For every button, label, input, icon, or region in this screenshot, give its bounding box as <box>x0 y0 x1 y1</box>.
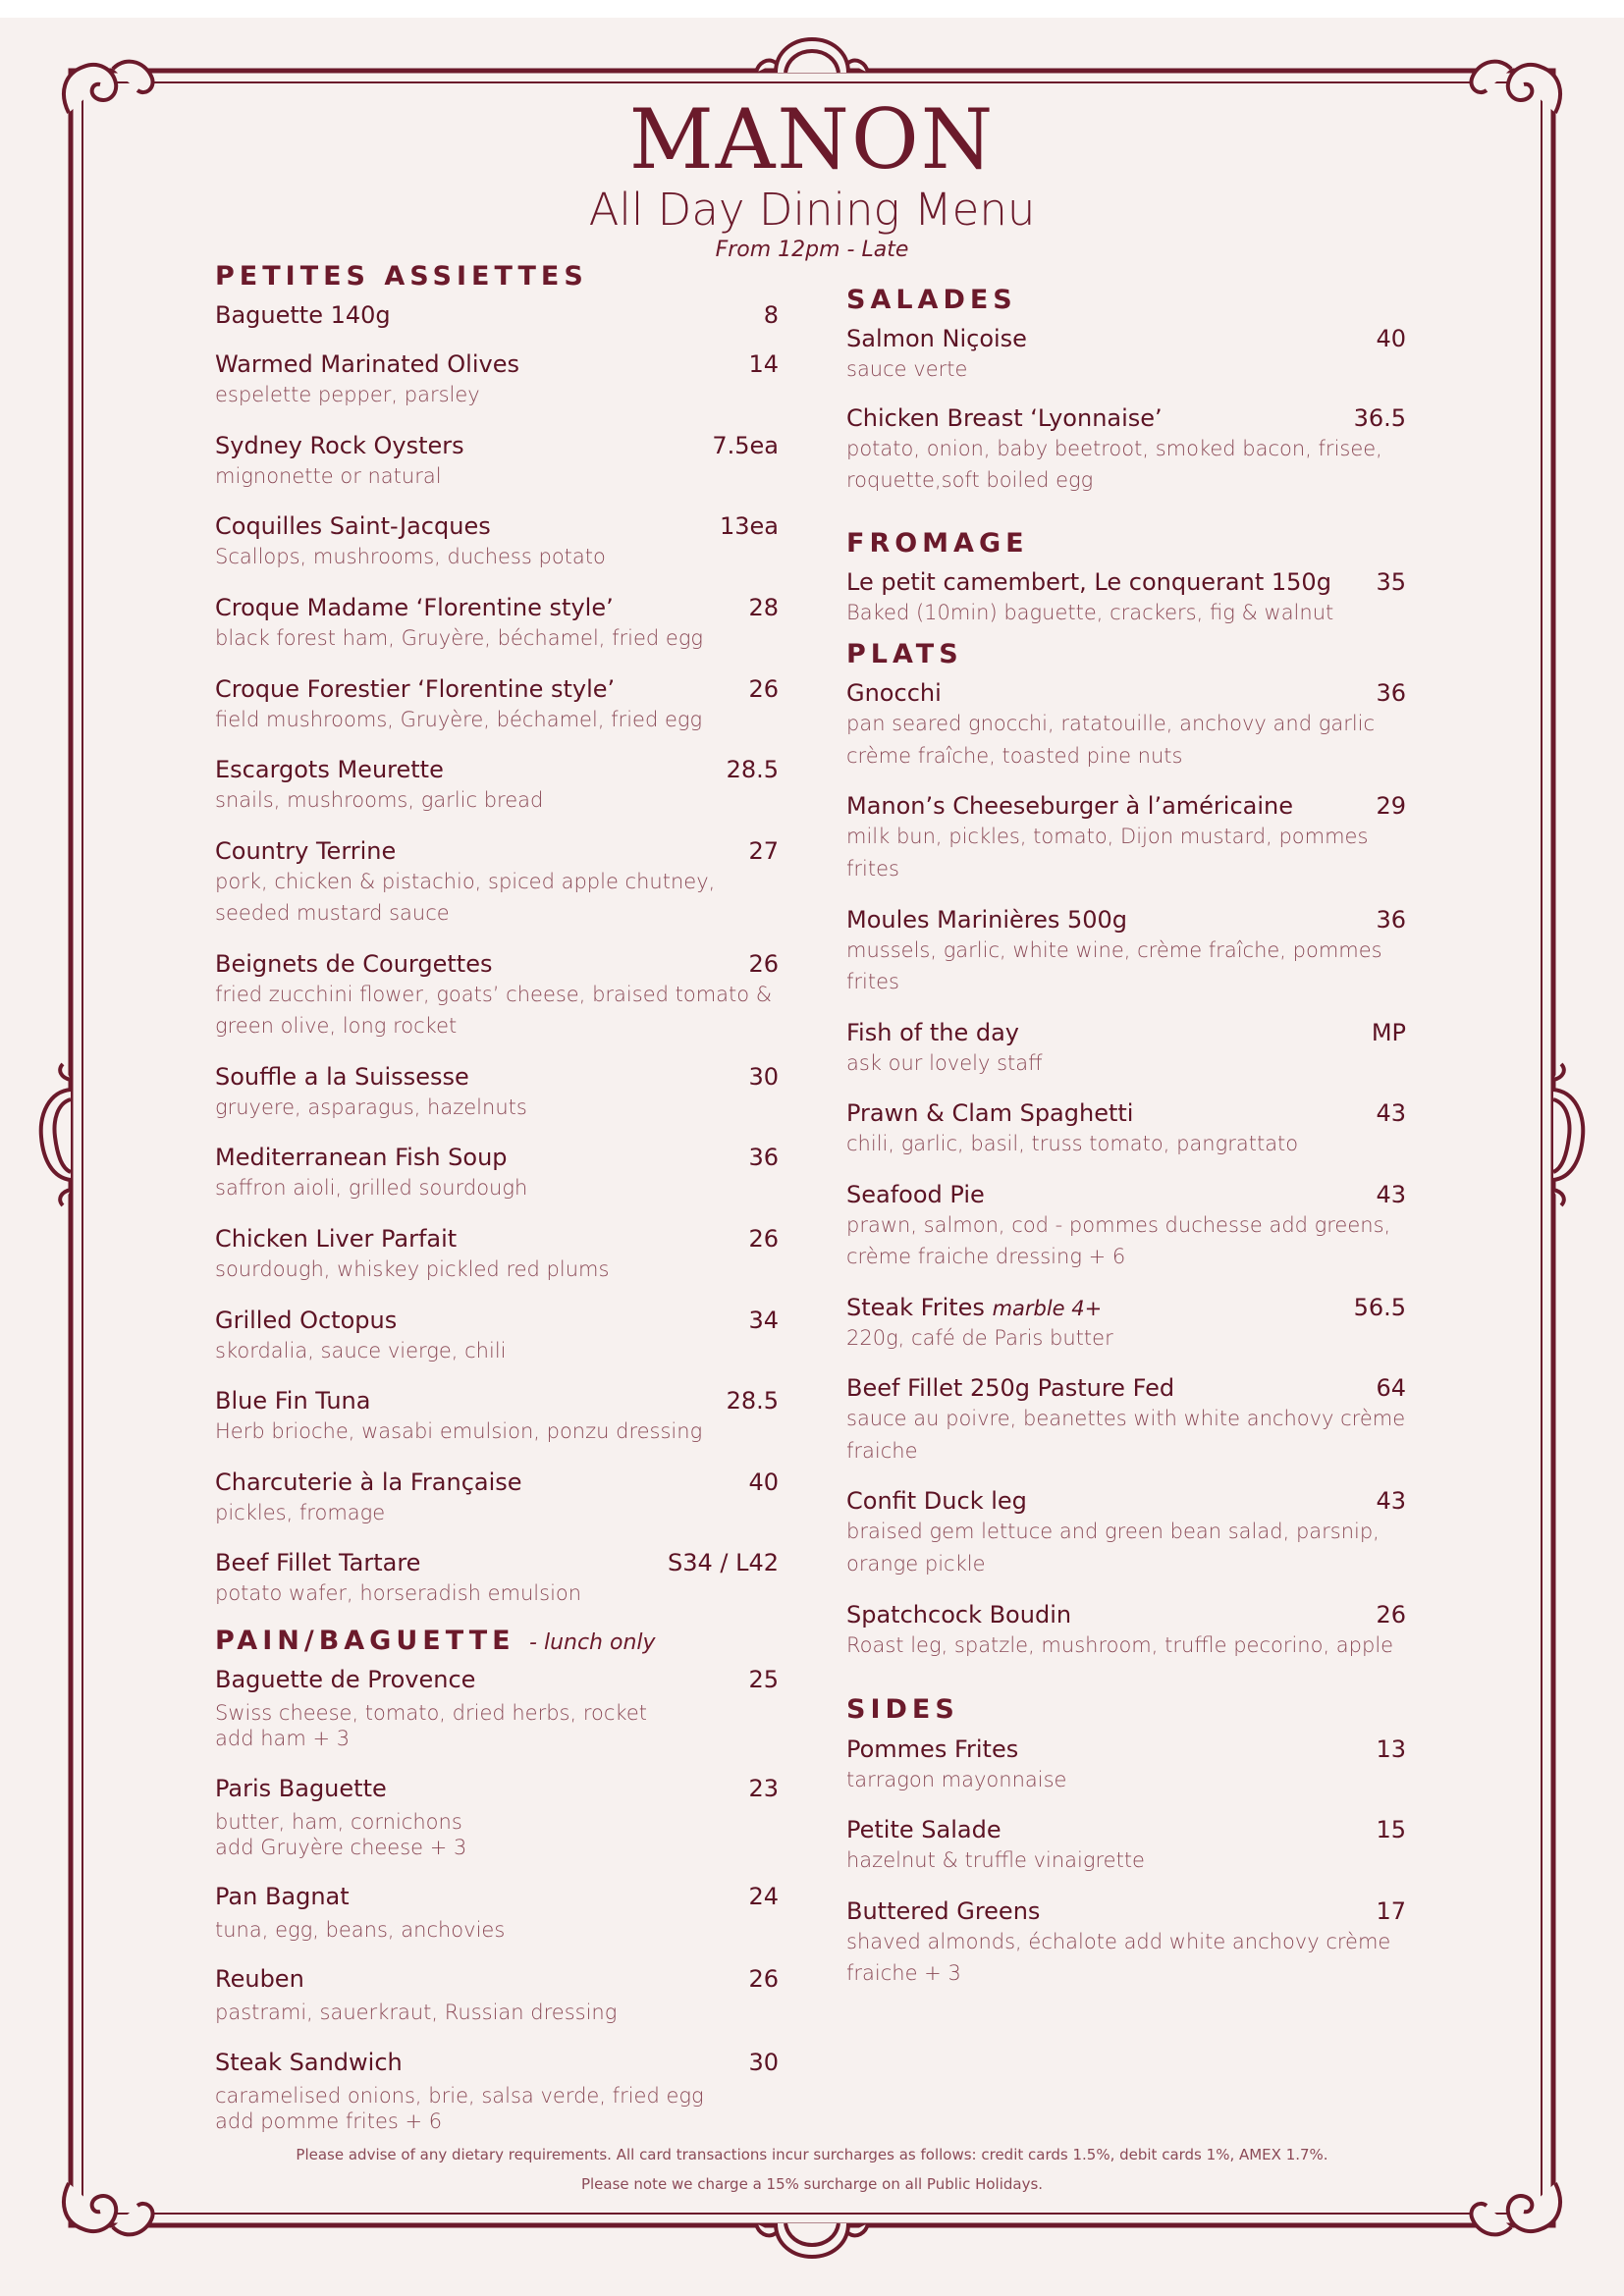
menu-item-description: sauce au poivre, beanettes with white anchovy crème fraiche <box>846 1407 1406 1463</box>
service-hours: From 12pm - Late <box>715 237 909 262</box>
menu-item <box>215 1882 779 1943</box>
menu-item-name <box>846 1896 1040 1926</box>
lunch-only-note: - lunch only <box>529 1629 656 1655</box>
menu-item-name-text: Charcuterie à la Française <box>215 1468 522 1496</box>
menu-item-description: chili, garlic, basil, truss tomato, pangrattato <box>846 1132 1299 1156</box>
menu-item-row <box>215 1774 779 1803</box>
menu-item-row <box>846 1098 1406 1128</box>
menu-item-price: 26 <box>748 949 779 978</box>
menu-item-name <box>215 511 491 541</box>
menu-item-name <box>846 791 1293 821</box>
menu-item-row <box>846 678 1406 708</box>
menu-item-name <box>846 1098 1133 1128</box>
menu-item-name <box>846 567 1331 597</box>
menu-item-row <box>215 511 779 541</box>
menu-item <box>215 1143 779 1204</box>
menu-item <box>215 1224 779 1286</box>
menu-item-name <box>215 1665 475 1694</box>
menu-item-description: 220g, café de Paris butter <box>846 1325 1113 1350</box>
menu-item-name-text: Petite Salade <box>846 1816 1001 1844</box>
menu-item-name <box>215 349 519 379</box>
menu-item-description: braised gem lettuce and green bean salad, parsnip, orange pickle <box>846 1520 1380 1576</box>
menu-item-price: 23 <box>748 1774 779 1802</box>
menu-item-description: Scallops, mushrooms, duchess potato <box>215 545 606 569</box>
menu-item-name <box>846 324 1027 353</box>
menu-item-name-text: Baguette 140g <box>215 301 391 330</box>
menu-item-row <box>846 905 1406 934</box>
menu-item-name <box>215 1386 370 1415</box>
menu-item-description: black forest ham, Gruyère, béchamel, fried egg <box>215 626 704 651</box>
menu-item-name-text: Escargots Meurette <box>215 756 444 784</box>
menu-item-name-text: Croque Forestier ‘Florentine style’ <box>215 674 616 703</box>
menu-item-name <box>215 1468 522 1497</box>
menu-item-name <box>846 1815 1001 1844</box>
menu-item <box>846 791 1406 884</box>
menu-item-name <box>215 836 396 866</box>
menu-item <box>215 836 779 930</box>
menu-item-row <box>846 1486 1406 1516</box>
menu-item-row <box>846 1896 1406 1926</box>
menu-item-name-text: Chicken Breast ‘Lyonnaise’ <box>846 403 1163 432</box>
menu-item-price: 29 <box>1376 792 1406 821</box>
top-crest-ornament <box>756 39 868 73</box>
menu-item-price: 26 <box>748 674 779 703</box>
menu-item-row <box>215 1882 779 1911</box>
left-crest-ornament <box>41 1064 71 1205</box>
section-title-petites-assiettes: PETITES ASSIETTES <box>215 261 588 292</box>
menu-item-description: shaved almonds, échalote add white anchovy crème fraiche + 3 <box>846 1929 1391 1986</box>
menu-item-row <box>846 1600 1406 1629</box>
pain-baguette-list <box>215 1665 779 2134</box>
menu-item-name <box>215 1548 420 1577</box>
menu-item-row <box>215 1665 779 1694</box>
menu-item-price: 40 <box>1376 325 1406 353</box>
menu-item <box>846 324 1406 386</box>
menu-item-description: ask our lovely staff <box>846 1050 1043 1075</box>
menu-item-price: 36.5 <box>1353 403 1406 432</box>
menu-item-name <box>846 1373 1174 1403</box>
menu-item-price: 35 <box>1376 568 1406 597</box>
menu-item-description: Roast leg, spatzle, mushroom, truffle pecorino, apple <box>846 1632 1394 1657</box>
menu-item-row <box>846 1373 1406 1403</box>
menu-item-price: 40 <box>748 1468 779 1496</box>
menu-item <box>215 1774 779 1861</box>
menu-item-row <box>846 1815 1406 1844</box>
menu-item-price: 26 <box>748 1224 779 1253</box>
menu-item-description: tarragon mayonnaise <box>846 1767 1067 1791</box>
menu-item-description: sauce verte <box>846 357 968 382</box>
menu-item-name <box>846 1735 1018 1764</box>
menu-item-description: tuna, egg, beans, anchovies <box>215 1918 506 1943</box>
menu-item-addon: add Gruyère cheese + 3 <box>215 1835 467 1859</box>
menu-item-name <box>215 1062 469 1092</box>
menu-item-name-text: Blue Fin Tuna <box>215 1387 371 1415</box>
menu-item-description: milk bun, pickles, tomato, Dijon mustard, pommes frites <box>846 825 1369 881</box>
menu-item-price: 36 <box>1376 679 1406 708</box>
fromage-list <box>846 567 1406 629</box>
menu-item-description: prawn, salmon, cod - pommes duchesse add greens, crème fraiche dressing + 6 <box>846 1212 1391 1269</box>
menu-item-row <box>215 2048 779 2077</box>
menu-item-name <box>215 1224 457 1254</box>
menu-item-row <box>846 1735 1406 1764</box>
menu-item-row <box>215 1964 779 1994</box>
menu-item-price: 36 <box>1376 905 1406 934</box>
menu-item <box>846 1293 1406 1355</box>
menu-item-price: 8 <box>763 301 779 330</box>
menu-item <box>846 1815 1406 1877</box>
menu-item <box>846 567 1406 629</box>
menu-item-name-text: Salmon Niçoise <box>846 325 1027 353</box>
menu-item-name <box>215 593 614 622</box>
menu-item-name-text: Le petit camembert, Le conquerant 150g <box>846 568 1331 597</box>
menu-item <box>215 511 779 573</box>
menu-item-name <box>215 755 444 784</box>
menu-item-row <box>846 403 1406 433</box>
petites-assiettes-list <box>215 300 779 1609</box>
menu-item-description: fried zucchini flower, goats’ cheese, braised tomato & green olive, long rocket <box>215 982 773 1039</box>
menu-item-name-text: Pan Bagnat <box>215 1883 350 1911</box>
menu-item-name-text: Gnocchi <box>846 679 942 708</box>
menu-item-price: 43 <box>1376 1099 1406 1128</box>
menu-item-row <box>215 1062 779 1092</box>
menu-item-name <box>215 1964 304 1994</box>
menu-item-price: MP <box>1371 1018 1406 1046</box>
menu-item-description: Baked (10min) baguette, crackers, fig & walnut <box>846 601 1334 625</box>
menu-item-description: skordalia, sauce vierge, chili <box>215 1338 507 1362</box>
pain-baguette-label: PAIN/BAGUETTE <box>215 1625 515 1656</box>
menu-item-name-text: Baguette de Provence <box>215 1666 476 1694</box>
menu-item-description: pork, chicken & pistachio, spiced apple chutney, seeded mustard sauce <box>215 869 716 926</box>
menu-item-description: potato wafer, horseradish emulsion <box>215 1581 582 1606</box>
menu-item <box>846 1373 1406 1467</box>
menu-item-name <box>846 1486 1027 1516</box>
menu-item-price: 34 <box>748 1306 779 1334</box>
menu-item-name-text: Warmed Marinated Olives <box>215 350 519 379</box>
menu-item-row <box>846 324 1406 353</box>
menu-item-name-text: Beef Fillet Tartare <box>215 1549 421 1577</box>
menu-item-description: sourdough, whiskey pickled red plums <box>215 1256 610 1281</box>
menu-item-name <box>215 1774 387 1803</box>
menu-item-row <box>215 1306 779 1335</box>
menu-item <box>215 593 779 655</box>
menu-header <box>0 91 1624 262</box>
menu-item <box>215 755 779 817</box>
menu-item-name-text: Confit Duck leg <box>846 1487 1027 1516</box>
menu-item-name-text: Sydney Rock Oysters <box>215 431 464 459</box>
menu-item-name <box>846 905 1127 934</box>
menu-item-price: 17 <box>1376 1896 1406 1925</box>
section-title-salades: SALADES <box>846 285 1017 315</box>
menu-item-name-text: Country Terrine <box>215 836 397 865</box>
menu-item-description: Swiss cheese, tomato, dried herbs, rocket <box>215 1701 647 1726</box>
menu-item-row <box>846 1180 1406 1209</box>
menu-item-name <box>215 674 615 704</box>
menu-item-name-text: Croque Madame ‘Florentine style’ <box>215 594 614 622</box>
menu-item-name-text: Beef Fillet 250g Pasture Fed <box>846 1374 1175 1403</box>
menu-item-description: field mushrooms, Gruyère, béchamel, fried egg <box>215 707 703 731</box>
menu-item-description: pastrami, sauerkraut, Russian dressing <box>215 2001 618 2025</box>
menu-item-row <box>215 1468 779 1497</box>
menu-item-name-text: Seafood Pie <box>846 1180 985 1208</box>
menu-item <box>215 1665 779 1752</box>
menu-item-price: 26 <box>748 1965 779 1994</box>
menu-item-price: 28.5 <box>726 756 779 784</box>
menu-item-price: 7.5ea <box>712 431 779 459</box>
section-title-fromage: FROMAGE <box>846 528 1029 560</box>
menu-item-description: potato, onion, baby beetroot, smoked bacon, frisee, roquette,soft boiled egg <box>846 436 1382 493</box>
menu-item-price: 27 <box>748 836 779 865</box>
menu-item-description: saffron aioli, grilled sourdough <box>215 1176 528 1201</box>
menu-item <box>215 1548 779 1610</box>
menu-item-name-text: Coquilles Saint-Jacques <box>215 512 491 541</box>
menu-item-name <box>215 300 391 330</box>
menu-item-name <box>846 403 1163 433</box>
menu-item-row <box>215 1386 779 1415</box>
menu-item <box>846 905 1406 998</box>
restaurant-name: MANON <box>628 91 996 187</box>
menu-item-price: 26 <box>1376 1600 1406 1629</box>
menu-item-name-text: Pommes Frites <box>846 1735 1019 1763</box>
menu-item-name-text: Souffle a la Suissesse <box>215 1062 469 1091</box>
menu-item-name <box>846 1018 1019 1047</box>
menu-item-addon: add pomme frites + 6 <box>215 2109 443 2133</box>
menu-item-row <box>215 674 779 704</box>
menu-footer <box>0 2140 1624 2199</box>
menu-item-description: pan seared gnocchi, ratatouille, anchovy and garlic crème fraîche, toasted pine nuts <box>846 712 1376 768</box>
section-title-plats: PLATS <box>846 638 963 669</box>
menu-item <box>846 1735 1406 1796</box>
menu-item-price: 30 <box>748 2048 779 2076</box>
menu-item-row <box>215 836 779 866</box>
menu-item-name <box>846 1600 1071 1629</box>
menu-item <box>215 1964 779 2025</box>
menu-item <box>846 1180 1406 1273</box>
menu-item-name-text: Manon’s Cheeseburger à l’américaine <box>846 792 1294 821</box>
menu-item-description: gruyere, asparagus, hazelnuts <box>215 1095 527 1119</box>
salades-list <box>846 324 1406 497</box>
menu-item-row <box>215 755 779 784</box>
menu-item-name-text: Steak Sandwich <box>215 2048 403 2076</box>
menu-item-row <box>215 349 779 379</box>
menu-item-name-text: Steak Frites <box>846 1293 985 1321</box>
menu-item-row <box>846 1018 1406 1047</box>
menu-item-description: Herb brioche, wasabi emulsion, ponzu dressing <box>215 1419 703 1444</box>
menu-item-description: espelette pepper, parsley <box>215 383 480 407</box>
menu-item-row <box>215 300 779 330</box>
menu-item-name-text: Beignets de Courgettes <box>215 949 493 978</box>
bottom-crest-ornament <box>756 2223 868 2257</box>
menu-item-price: 43 <box>1376 1487 1406 1516</box>
menu-item <box>846 403 1406 497</box>
menu-item-row <box>846 1293 1406 1322</box>
menu-item-name-text: Paris Baguette <box>215 1774 387 1802</box>
menu-item-name <box>846 678 942 708</box>
footer-surcharge-note: Please advise of any dietary requirements. All card transactions incur surcharges as follows: credit cards 1.5%, debit cards 1%, AMEX 1.7%. <box>296 2146 1328 2163</box>
menu-item <box>846 1600 1406 1662</box>
menu-item-name <box>215 949 492 979</box>
menu-item-row <box>215 593 779 622</box>
menu-item-name <box>215 2048 403 2077</box>
menu-item-price: 14 <box>748 350 779 379</box>
menu-item-name-text: Buttered Greens <box>846 1896 1041 1925</box>
menu-item-description: snails, mushrooms, garlic bread <box>215 788 544 813</box>
menu-item-description: hazelnut & truffle vinaigrette <box>846 1848 1145 1873</box>
left-column <box>215 261 779 2156</box>
menu-item-price: S34 / L42 <box>667 1549 779 1577</box>
menu-item-name-text: Prawn & Clam Spaghetti <box>846 1099 1134 1128</box>
menu-item-name-text: Grilled Octopus <box>215 1306 398 1334</box>
menu-item-name <box>846 1180 985 1209</box>
menu-item-name <box>846 1293 1102 1322</box>
menu-item-name-text: Fish of the day <box>846 1018 1019 1046</box>
menu-item <box>846 1486 1406 1579</box>
menu-item <box>215 349 779 411</box>
menu-item <box>215 1386 779 1448</box>
plats-list <box>846 678 1406 1661</box>
menu-item-name-text: Mediterranean Fish Soup <box>215 1144 508 1172</box>
menu-item <box>846 678 1406 772</box>
menu-item-name <box>215 431 464 460</box>
menu-subtitle: All Day Dining Menu <box>588 184 1036 236</box>
menu-item-row <box>846 791 1406 821</box>
menu-item-description: pickles, fromage <box>215 1500 386 1524</box>
footer-holiday-note: Please note we charge a 15% surcharge on all Public Holidays. <box>580 2175 1044 2193</box>
menu-item <box>215 1468 779 1529</box>
menu-item-price: 13 <box>1376 1735 1406 1763</box>
menu-item <box>215 2048 779 2135</box>
menu-item-price: 15 <box>1376 1816 1406 1844</box>
menu-item-row <box>846 567 1406 597</box>
menu-item <box>215 1062 779 1124</box>
menu-item-description: caramelised onions, brie, salsa verde, fried egg <box>215 2083 704 2108</box>
menu-item-price: 30 <box>748 1062 779 1091</box>
menu-item-row <box>215 431 779 460</box>
menu-item <box>846 1018 1406 1080</box>
menu-item-name-text: Spatchcock Boudin <box>846 1600 1072 1629</box>
menu-item-price: 13ea <box>719 512 779 541</box>
right-crest-ornament <box>1553 1064 1583 1205</box>
sides-list <box>846 1735 1406 1990</box>
menu-item-row <box>215 949 779 979</box>
menu-item-name-text: Reuben <box>215 1965 304 1994</box>
menu-item-price: 56.5 <box>1353 1293 1406 1321</box>
menu-item-modifier: marble 4+ <box>992 1296 1103 1320</box>
menu-item-price: 36 <box>748 1144 779 1172</box>
menu-item-row <box>215 1143 779 1172</box>
right-column <box>846 285 1406 2009</box>
menu-item-price: 28.5 <box>726 1387 779 1415</box>
section-title-sides: SIDES <box>846 1694 959 1726</box>
menu-item-addon: add ham + 3 <box>215 1727 351 1751</box>
menu-item-description: mignonette or natural <box>215 463 442 488</box>
menu-item <box>215 300 779 330</box>
menu-item-price: 25 <box>748 1666 779 1694</box>
section-title-pain-baguette <box>215 1626 779 1657</box>
menu-item-price: 64 <box>1376 1374 1406 1403</box>
menu-item <box>215 674 779 736</box>
menu-item-price: 43 <box>1376 1180 1406 1208</box>
menu-item-name <box>215 1882 350 1911</box>
menu-item <box>846 1896 1406 1990</box>
menu-item <box>215 1306 779 1367</box>
menu-item <box>846 1098 1406 1160</box>
menu-item <box>215 949 779 1042</box>
menu-item-name-text: Chicken Liver Parfait <box>215 1224 458 1253</box>
menu-item-name <box>215 1143 508 1172</box>
menu-item-row <box>215 1548 779 1577</box>
menu-item-description: butter, ham, cornichons <box>215 1809 462 1834</box>
menu-item-price: 28 <box>748 594 779 622</box>
menu-item-description: mussels, garlic, white wine, crème fraîche, pommes frites <box>846 937 1382 994</box>
menu-item <box>215 431 779 493</box>
menu-item-price: 24 <box>748 1883 779 1911</box>
menu-item-name <box>215 1306 397 1335</box>
menu-item-name-text: Moules Marinières 500g <box>846 905 1128 934</box>
menu-item-row <box>215 1224 779 1254</box>
